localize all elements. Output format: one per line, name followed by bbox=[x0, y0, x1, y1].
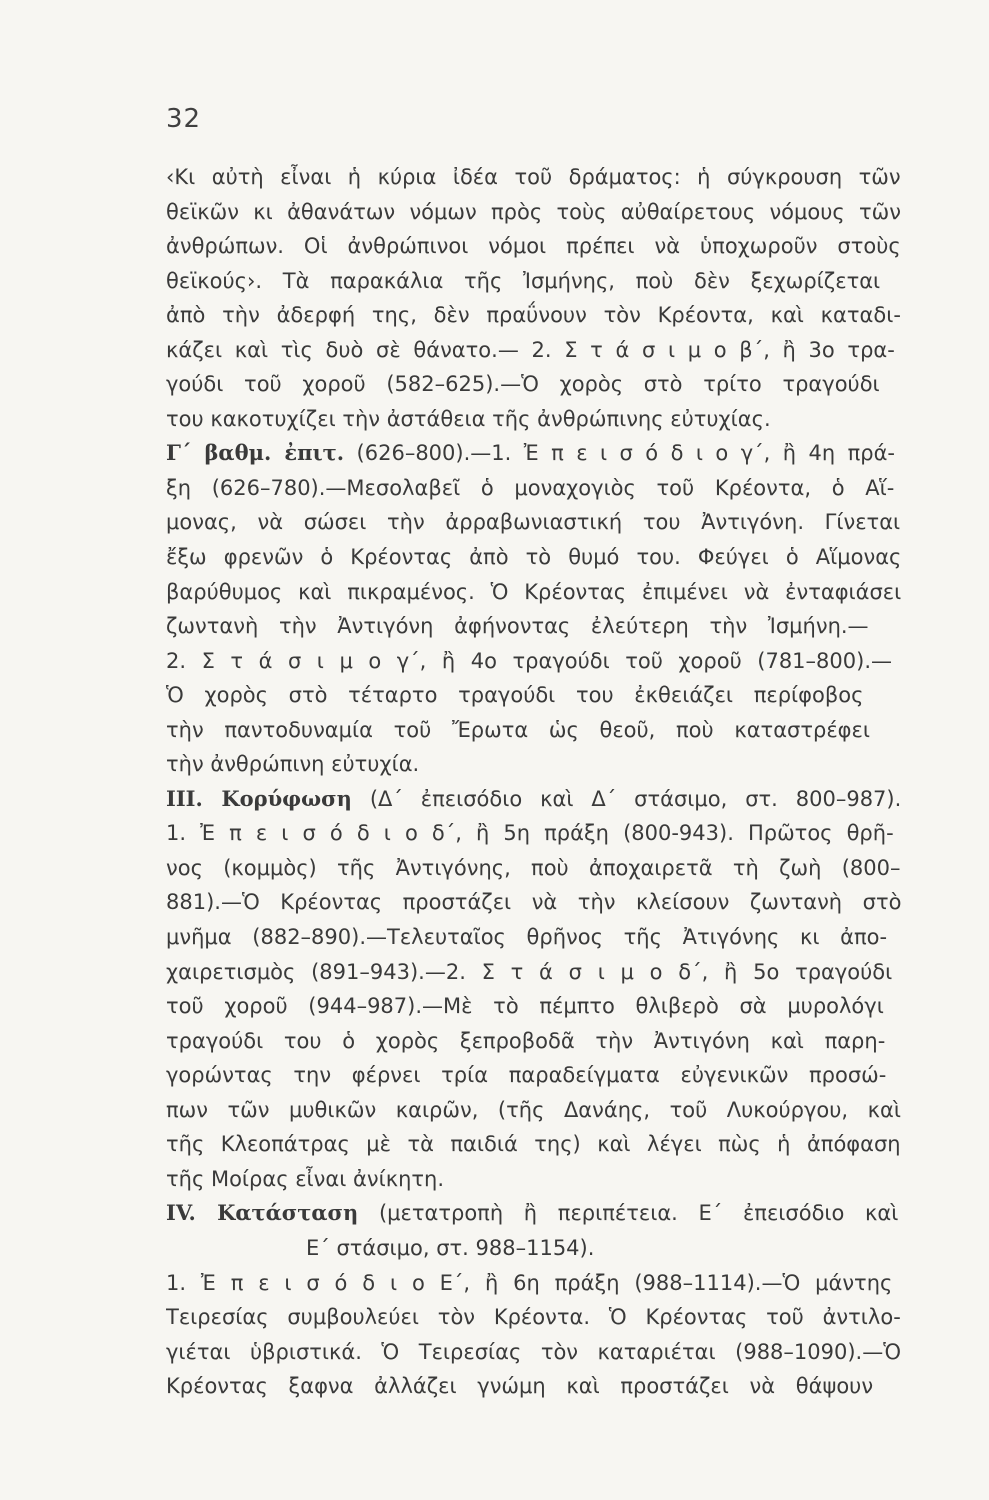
text-line: θεϊκῶν κι ἀθανάτων νόμων πρὸς τοὺς αὐθαίρετους νόμους τῶν bbox=[166, 199, 901, 224]
text-line: ζωντανὴ τὴν Ἀντιγόνη ἀφήνοντας ἐλεύτερη τὴν Ἰσμήνη.— bbox=[166, 614, 869, 639]
text-line: γορώντας την φέρνει τρία παραδείγματα εὐγενικῶν προσώ- bbox=[166, 1063, 887, 1088]
text-line: τὴν ἀνθρώπινη εὐτυχία. bbox=[166, 752, 420, 777]
text-line: 1. Ἐ π ε ι σ ό δ ι ο Ε΄, ἢ 6η πράξη (988–1114).—Ὁ μάντης bbox=[166, 1270, 893, 1295]
text-line: 1. Ἐ π ε ι σ ό δ ι ο δ΄, ἢ 5η πράξη (800-943). Πρῶτος θρῆ- bbox=[166, 821, 894, 846]
text-line: ἀνθρώπων. Οἱ ἀνθρώπινοι νόμοι πρέπει νὰ ὑποχωροῦν στοὺς bbox=[166, 234, 901, 259]
body-text bbox=[166, 160, 901, 1404]
text-line: γούδι τοῦ χοροῦ (582–625).—Ὁ χορὸς στὸ τρίτο τραγούδι bbox=[166, 372, 880, 397]
text-line: ἀπὸ τὴν ἀδερφή της, δὲν πραΰνουν τὸν Κρέοντα, καὶ καταδι- bbox=[166, 303, 901, 328]
text-line: νος (κομμὸς) τῆς Ἀντιγόνης, ποὺ ἀποχαιρετᾶ τὴ ζωὴ (800– bbox=[166, 855, 901, 880]
text-line: γιέται ὑβριστικά. Ὁ Τειρεσίας τὸν καταριέται (988–1090).—Ὁ bbox=[166, 1339, 901, 1364]
text-line: Γ΄ βαθμ. ἐπιτ. (626–800).—1. Ἐ π ε ι σ ό δ ι ο γ΄, ἢ 4η πρά- bbox=[166, 440, 895, 466]
text-line: μνῆμα (882–890).—Τελευταῖος θρῆνος τῆς Ἀτιγόνης κι ἀπο- bbox=[166, 925, 888, 950]
text-line: τοῦ χοροῦ (944–987).—Μὲ τὸ πέμπτο θλιβερὸ σὰ μυρολόγι bbox=[166, 994, 884, 1019]
text-line: βαρύθυμος καὶ πικραμένος. Ὁ Κρέοντας ἐπιμένει νὰ ἐνταφιάσει bbox=[166, 579, 901, 604]
text-line: 881).—Ὁ Κρέοντας προστάζει νὰ τὴν κλείσουν ζωντανὴ στὸ bbox=[166, 890, 901, 915]
text-line: χαιρετισμὸς (891–943).—2. Σ τ ά σ ι μ ο δ΄, ἢ 5ο τραγούδι bbox=[166, 959, 893, 984]
text-line: του κακοτυχίζει τὴν ἀστάθεια τῆς ἀνθρώπινης εὐτυχίας. bbox=[166, 406, 771, 431]
text-line: θεϊκούς›. Τὰ παρακάλια τῆς Ἰσμήνης, ποὺ δὲν ξεχωρίζεται bbox=[166, 268, 881, 293]
text-line: ‹Κι αὐτὴ εἶναι ἡ κύρια ἰδέα τοῦ δράματος: ἡ σύγκρουση τῶν bbox=[166, 165, 901, 189]
text-line: ἔξω φρενῶν ὁ Κρέοντας ἀπὸ τὸ θυμό του. Φεύγει ὁ Αἵμονας bbox=[166, 545, 901, 570]
text-line: 2. Σ τ ά σ ι μ ο γ΄, ἢ 4ο τραγούδι τοῦ χοροῦ (781–800).— bbox=[166, 648, 892, 673]
text-line: Ε΄ στάσιμο, στ. 988–1154). bbox=[306, 1235, 595, 1260]
text-line: Κρέοντας ξαφνα ἀλλάζει γνώμη καὶ προστάζει νὰ θάψουν bbox=[166, 1374, 874, 1399]
text-line: τραγούδι του ὁ χορὸς ξεπροβοδᾶ τὴν Ἀντιγόνη καὶ παρη- bbox=[166, 1028, 886, 1053]
page-number: 32 bbox=[166, 104, 202, 134]
text-line: III. Κορύφωση (Δ΄ ἐπεισόδιο καὶ Δ΄ στάσιμο, στ. 800–987). bbox=[166, 785, 901, 811]
text-line: τῆς Μοίρας εἶναι ἀνίκητη. bbox=[166, 1166, 445, 1191]
text-line: Τειρεσίας συμβουλεύει τὸν Κρέοντα. Ὁ Κρέοντας τοῦ ἀντιλο- bbox=[166, 1305, 901, 1330]
text-line: IV. Κατάσταση (μετατροπὴ ἢ περιπέτεια. Ε΄ ἐπεισόδιο καὶ bbox=[166, 1200, 899, 1226]
text-line: μονας, νὰ σώσει τὴν ἀρραβωνιαστική του Ἀντιγόνη. Γίνεται bbox=[166, 510, 901, 535]
text-line: τὴν παντοδυναμία τοῦ Ἔρωτα ὡς θεοῦ, ποὺ καταστρέφει bbox=[166, 717, 870, 742]
text-line: Ὁ χορὸς στὸ τέταρτο τραγούδι του ἐκθειάζει περίφοβος bbox=[166, 683, 864, 708]
text-line: τῆς Κλεοπάτρας μὲ τὰ παιδιά της) καὶ λέγει πὼς ἡ ἀπόφαση bbox=[166, 1132, 901, 1157]
text-line: κάζει καὶ τὶς δυὸ σὲ θάνατο.— 2. Σ τ ά σ ι μ ο β΄, ἢ 3ο τρα- bbox=[166, 337, 895, 362]
text-line: πων τῶν μυθικῶν καιρῶν, (τῆς Δανάης, τοῦ Λυκούργου, καὶ bbox=[166, 1097, 901, 1122]
text-line: ξη (626–780).—Μεσολαβεῖ ὁ μοναχογιὸς τοῦ Κρέοντα, ὁ Αἵ- bbox=[166, 475, 895, 500]
